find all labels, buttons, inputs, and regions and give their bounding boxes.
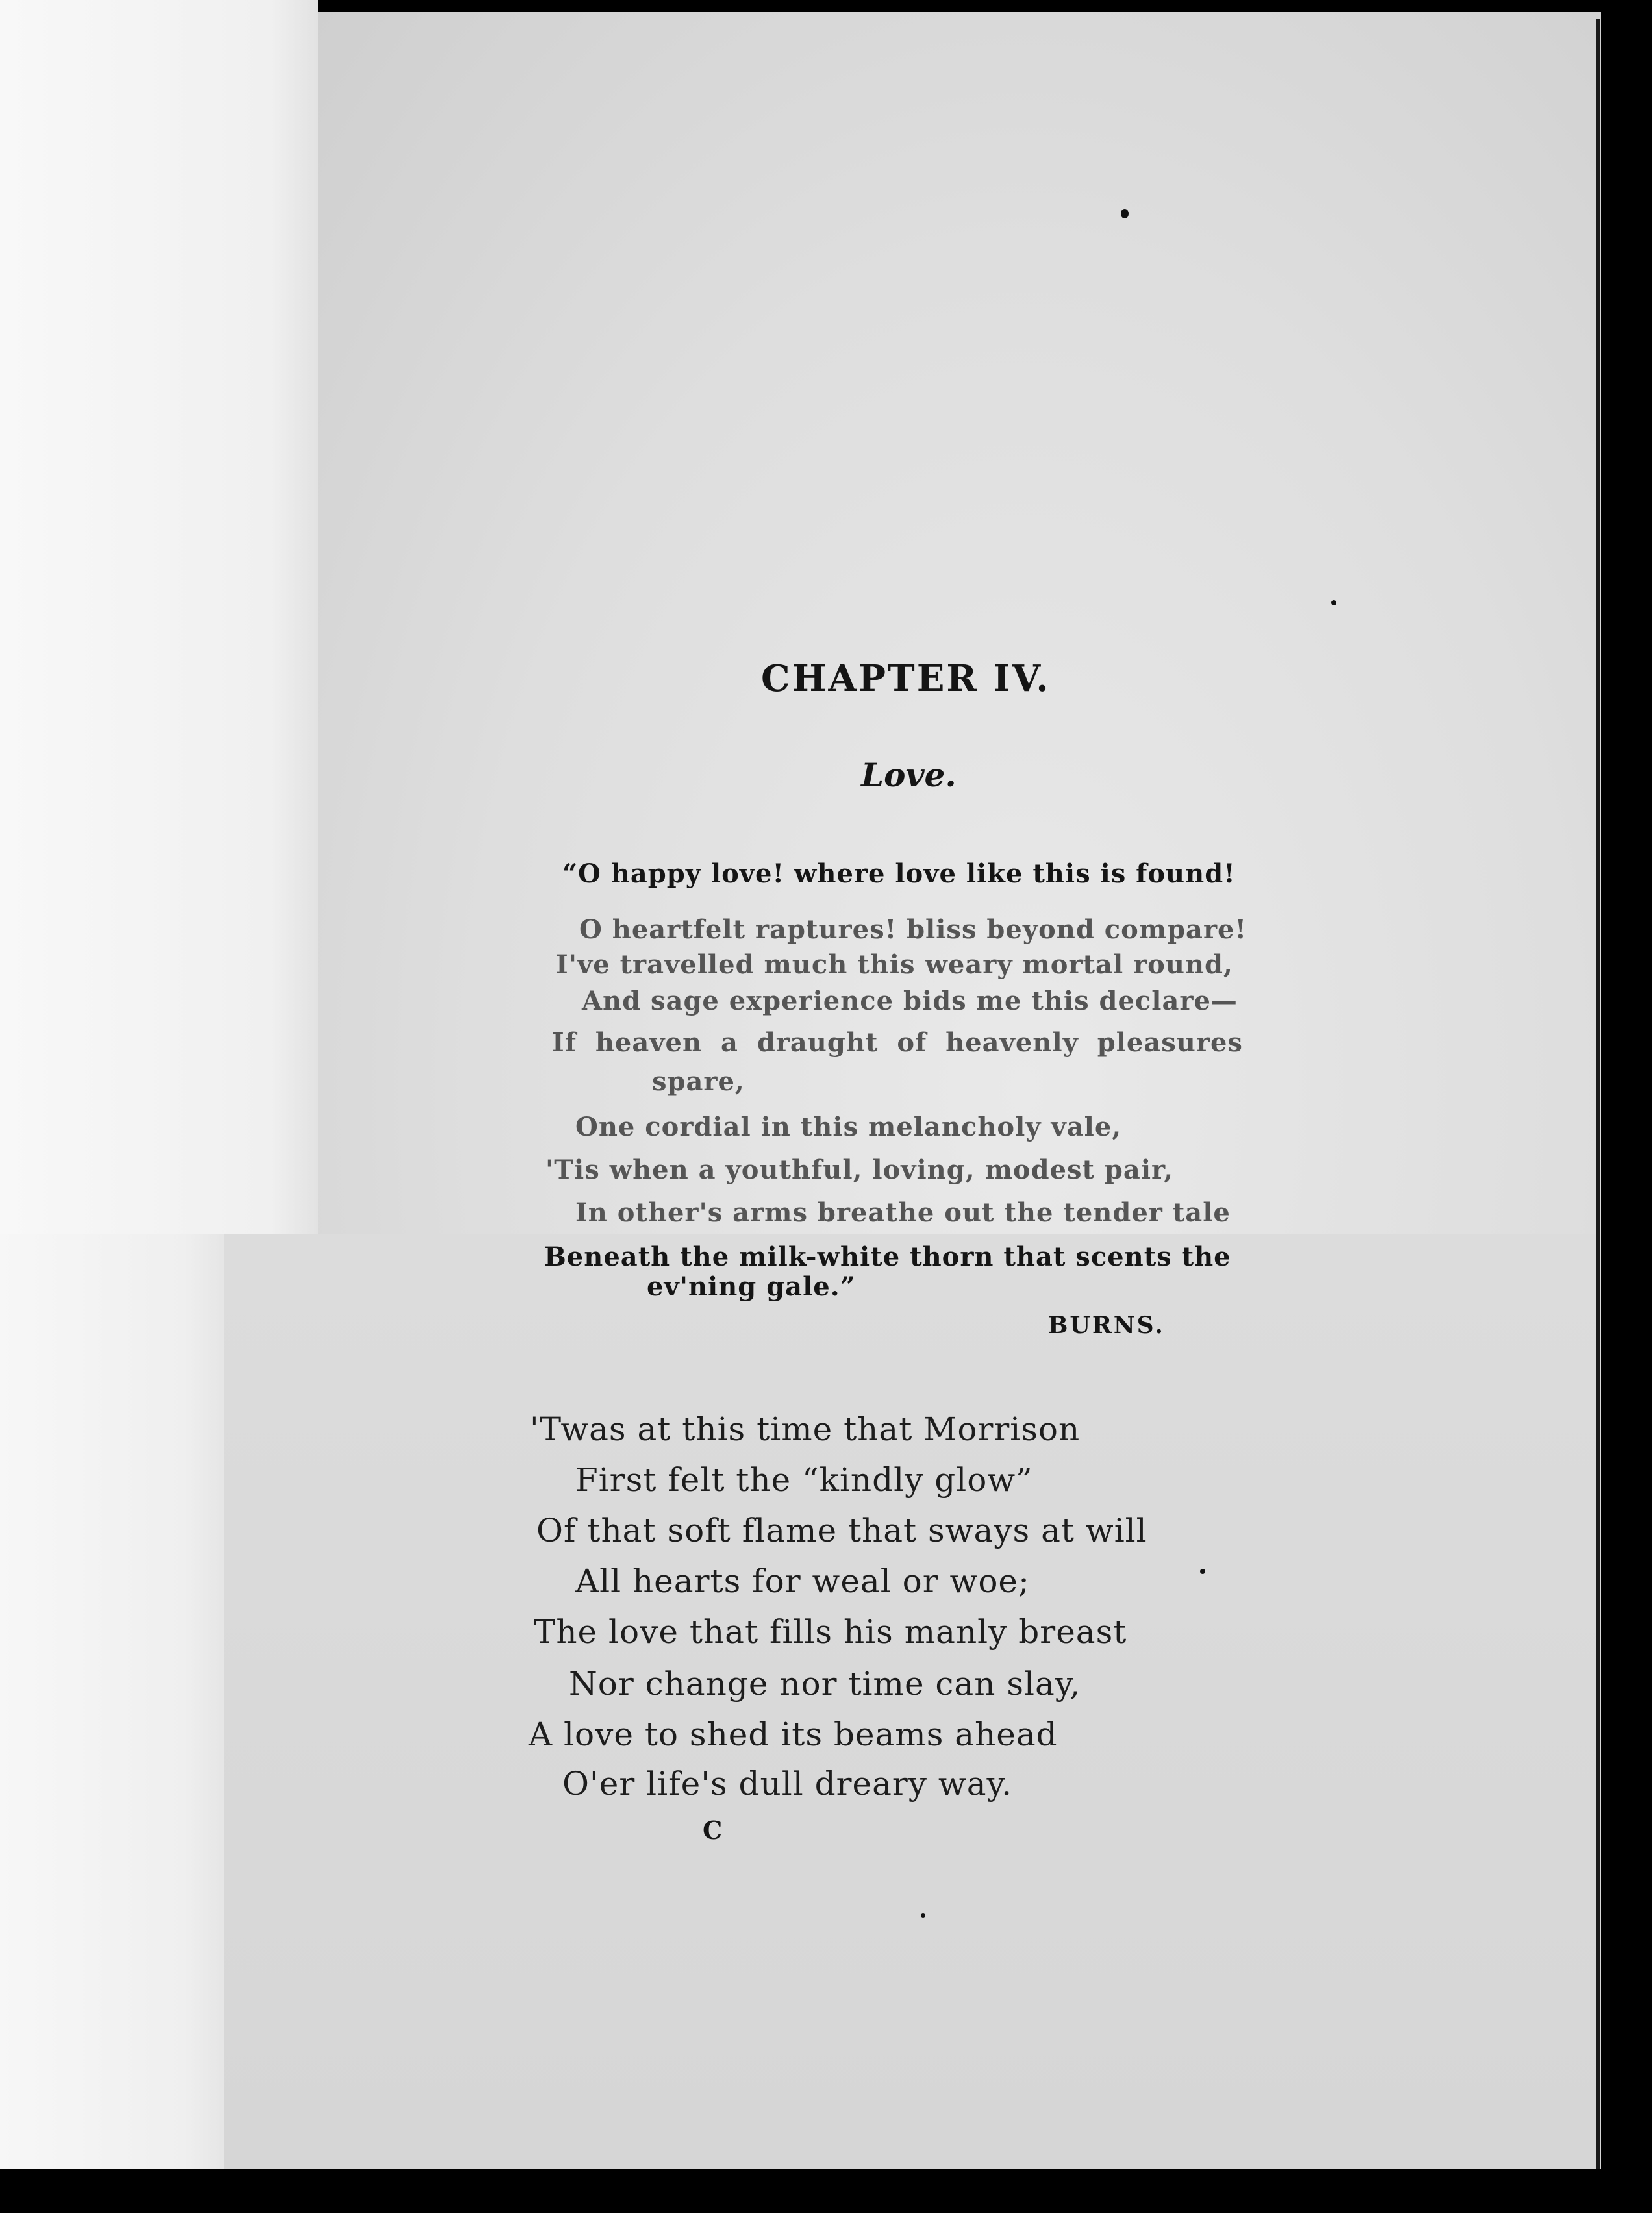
verse-line: The love that fills his manly breast xyxy=(534,1613,1127,1651)
epigraph-line: In other's arms breathe out the tender tale xyxy=(575,1197,1231,1228)
verse-line: Nor change nor time can slay, xyxy=(569,1665,1081,1703)
verse-line: First felt the “kindly glow” xyxy=(575,1461,1033,1499)
epigraph-line: O heartfelt raptures! bliss beyond compare! xyxy=(579,914,1247,945)
signature-mark: C xyxy=(703,1816,723,1845)
epigraph-line: “O happy love! where love like this is found! xyxy=(562,858,1236,889)
chapter-subtitle: Love. xyxy=(861,756,957,794)
epigraph-line: ev'ning gale.” xyxy=(647,1271,856,1302)
epigraph-line: And sage experience bids me this declare— xyxy=(582,986,1238,1016)
verse-line: A love to shed its beams ahead xyxy=(529,1716,1058,1753)
chapter-heading: CHAPTER IV. xyxy=(761,657,1051,700)
ink-speck xyxy=(1200,1569,1205,1574)
verse-line: 'Twas at this time that Morrison xyxy=(530,1410,1081,1448)
epigraph-line: If heaven a draught of heavenly pleasures xyxy=(552,1027,1243,1058)
verse-line: All hearts for weal or woe; xyxy=(575,1562,1030,1600)
ink-speck xyxy=(1121,209,1129,218)
epigraph-line: 'Tis when a youthful, loving, modest pair, xyxy=(545,1155,1174,1185)
verse-line: Of that soft flame that sways at will xyxy=(536,1512,1147,1549)
ink-speck xyxy=(921,1913,925,1918)
epigraph-line: One cordial in this melancholy vale, xyxy=(575,1112,1122,1142)
epigraph-line: spare, xyxy=(652,1066,745,1097)
page-edge xyxy=(1596,19,1600,2169)
ink-speck xyxy=(1331,600,1336,605)
verse-line: O'er life's dull dreary way. xyxy=(562,1765,1013,1803)
left-facing-sheet-upper xyxy=(0,0,318,1234)
epigraph-line: Beneath the milk-white thorn that scents the xyxy=(544,1242,1231,1272)
epigraph-line: I've travelled much this weary mortal round, xyxy=(556,949,1233,980)
epigraph-attribution: BURNS. xyxy=(1048,1312,1165,1339)
